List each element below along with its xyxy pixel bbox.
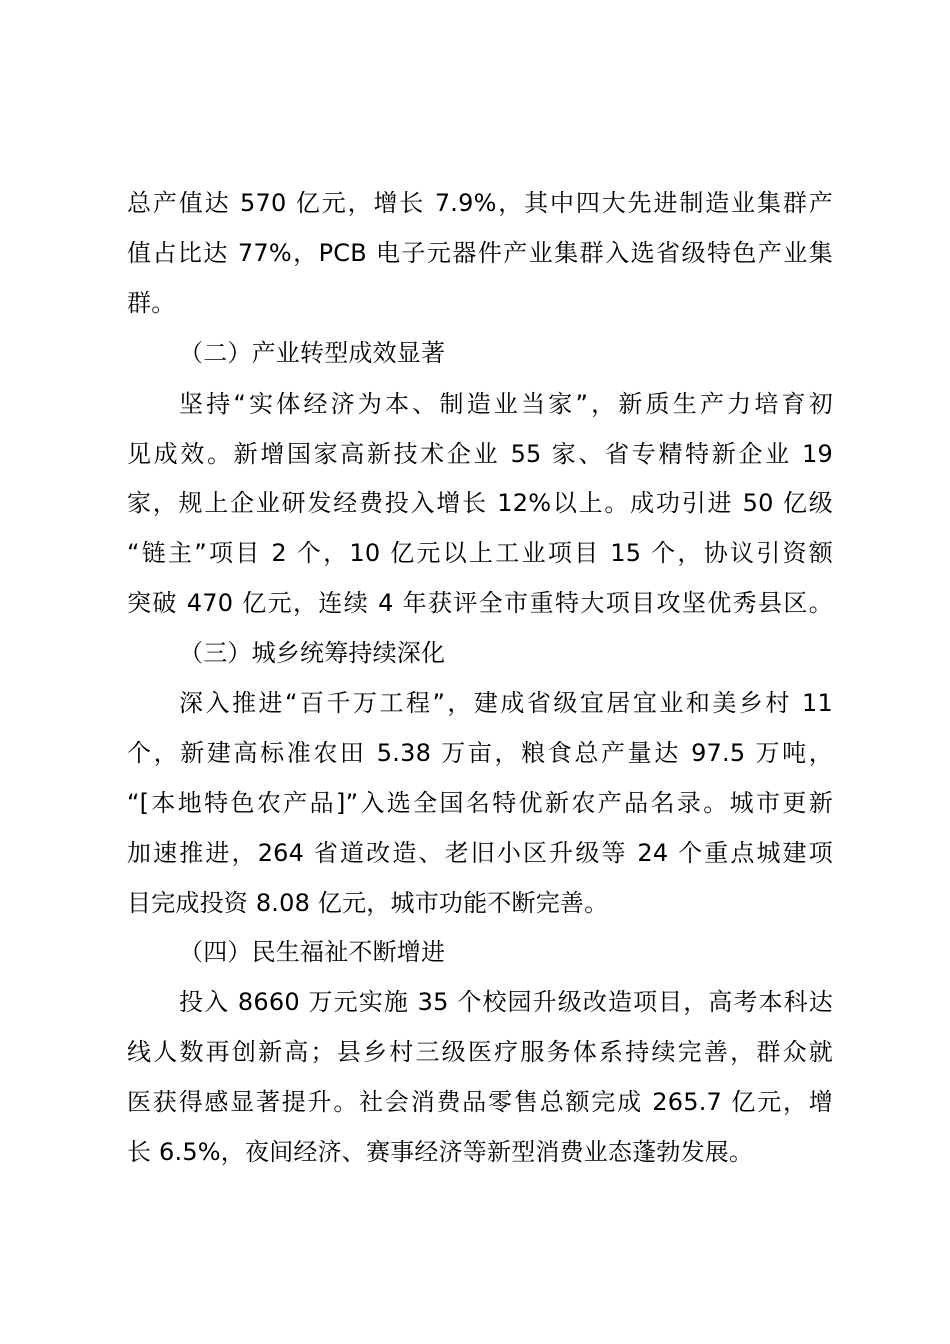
paragraph-line: 家，规上企业研发经费投入增长 12%以上。成功引进 50 亿级 — [127, 489, 833, 517]
paragraph-line: 投入 8660 万元实施 35 个校园升级改造项目，高考本科达 — [179, 988, 833, 1016]
paragraph-line: 群。 — [127, 289, 176, 317]
paragraph-line: “链主”项目 2 个，10 亿元以上工业项目 15 个，协议引资额 — [127, 539, 833, 567]
paragraph-line: 值占比达 77%，PCB 电子元器件产业集群入选省级特色产业集 — [127, 239, 833, 267]
paragraph-line: 个，新建高标准农田 5.38 万亩，粮食总产量达 97.5 万吨， — [127, 739, 833, 767]
paragraph-line: 见成效。新增国家高新技术企业 55 家、省专精特新企业 19 — [127, 440, 833, 468]
paragraph-line: “[本地特色农产品]”入选全国名特优新农产品名录。城市更新 — [127, 789, 833, 817]
paragraph-line: 长 6.5%，夜间经济、赛事经济等新型消费业态蓬勃发展。 — [127, 1138, 754, 1166]
paragraph-line: 突破 470 亿元，连续 4 年获评全市重特大项目攻坚优秀县区。 — [127, 589, 833, 617]
paragraph-line: 深入推进“百千万工程”，建成省级宜居宜业和美乡村 11 — [179, 689, 833, 717]
paragraph-line: 加速推进，264 省道改造、老旧小区升级等 24 个重点城建项 — [127, 839, 833, 867]
paragraph-line: 目完成投资 8.08 亿元，城市功能不断完善。 — [127, 889, 609, 917]
section-heading: （四）民生福祉不断增进 — [179, 938, 446, 966]
section-heading: （二）产业转型成效显著 — [179, 339, 446, 367]
paragraph-line: 坚持“实体经济为本、制造业当家”，新质生产力培育初 — [179, 390, 833, 418]
paragraph-line: 线人数再创新高；县乡村三级医疗服务体系持续完善，群众就 — [127, 1038, 833, 1066]
section-heading: （三）城乡统筹持续深化 — [179, 639, 446, 667]
paragraph-line: 总产值达 570 亿元，增长 7.9%，其中四大先进制造业集群产 — [127, 189, 833, 217]
paragraph-line: 医获得感显著提升。社会消费品零售总额完成 265.7 亿元，增 — [127, 1088, 833, 1116]
